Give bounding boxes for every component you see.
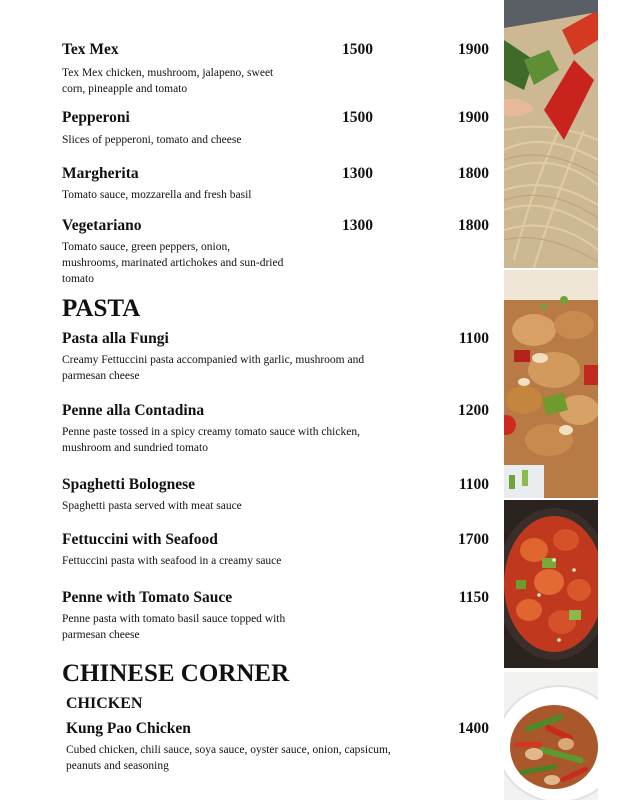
item-name: Spaghetti Bolognese	[62, 476, 196, 493]
item-description: Slices of pepperoni, tomato and cheese	[62, 134, 242, 146]
item-description: Tomato sauce, mozzarella and fresh basil	[62, 189, 252, 201]
section-heading-chinese-corner: CHINESE CORNER	[62, 660, 290, 687]
item-description: Spaghetti pasta served with meat sauce	[62, 500, 242, 512]
section-heading-pasta: PASTA	[62, 295, 141, 322]
item-description: Creamy Fettuccini pasta accompanied with garlic, mushroom and parmesan cheese	[62, 354, 365, 382]
photo-chicken-stir-fry	[504, 270, 598, 498]
item-description: Cubed chicken, chili sauce, soya sauce, oyster sauce, onion, capsicum, peanuts and seasoning	[66, 744, 391, 772]
item-name: Kung Pao Chicken	[66, 720, 191, 737]
item-price: 1150	[458, 589, 489, 606]
item-name: Tex Mex	[62, 41, 119, 58]
item-price-large: 1800	[458, 165, 489, 182]
photo-sweet-sour-chicken	[504, 500, 598, 668]
photo-spaghetti	[504, 0, 598, 268]
item-description: Fettuccini pasta with seafood in a creamy sauce	[62, 555, 282, 567]
item-name: Margherita	[62, 165, 139, 182]
item-name: Pepperoni	[62, 109, 130, 126]
item-price: 1100	[458, 330, 489, 347]
item-price: 1200	[458, 402, 489, 419]
item-name: Vegetariano	[62, 217, 142, 234]
item-name: Penne alla Contadina	[62, 402, 205, 419]
item-description: Tex Mex chicken, mushroom, jalapeno, sweet corn, pineapple and tomato	[62, 67, 274, 95]
item-price-small: 1500	[342, 41, 373, 58]
item-price: 1700	[458, 531, 489, 548]
item-price-large: 1900	[458, 109, 489, 126]
item-price-large: 1900	[458, 41, 489, 58]
item-name: Fettuccini with Seafood	[62, 531, 218, 548]
subsection-heading-chicken: CHICKEN	[66, 695, 143, 712]
item-description: Tomato sauce, green peppers, onion, mushrooms, marinated artichokes and sun-dried tomato	[62, 241, 284, 285]
photo-kung-pao-chicken	[504, 672, 598, 800]
item-name: Penne with Tomato Sauce	[62, 589, 233, 606]
item-description: Penne pasta with tomato basil sauce topped with parmesan cheese	[62, 613, 286, 641]
item-price: 1400	[458, 720, 489, 737]
item-price-large: 1800	[458, 217, 489, 234]
item-price-small: 1300	[342, 217, 373, 234]
item-price-small: 1500	[342, 109, 373, 126]
item-name: Pasta alla Fungi	[62, 330, 169, 347]
food-photo-strip	[504, 0, 598, 800]
item-price: 1100	[458, 476, 489, 493]
item-price-small: 1300	[342, 165, 373, 182]
item-description: Penne paste tossed in a spicy creamy tomato sauce with chicken, mushroom and sundried tomato	[62, 426, 360, 454]
